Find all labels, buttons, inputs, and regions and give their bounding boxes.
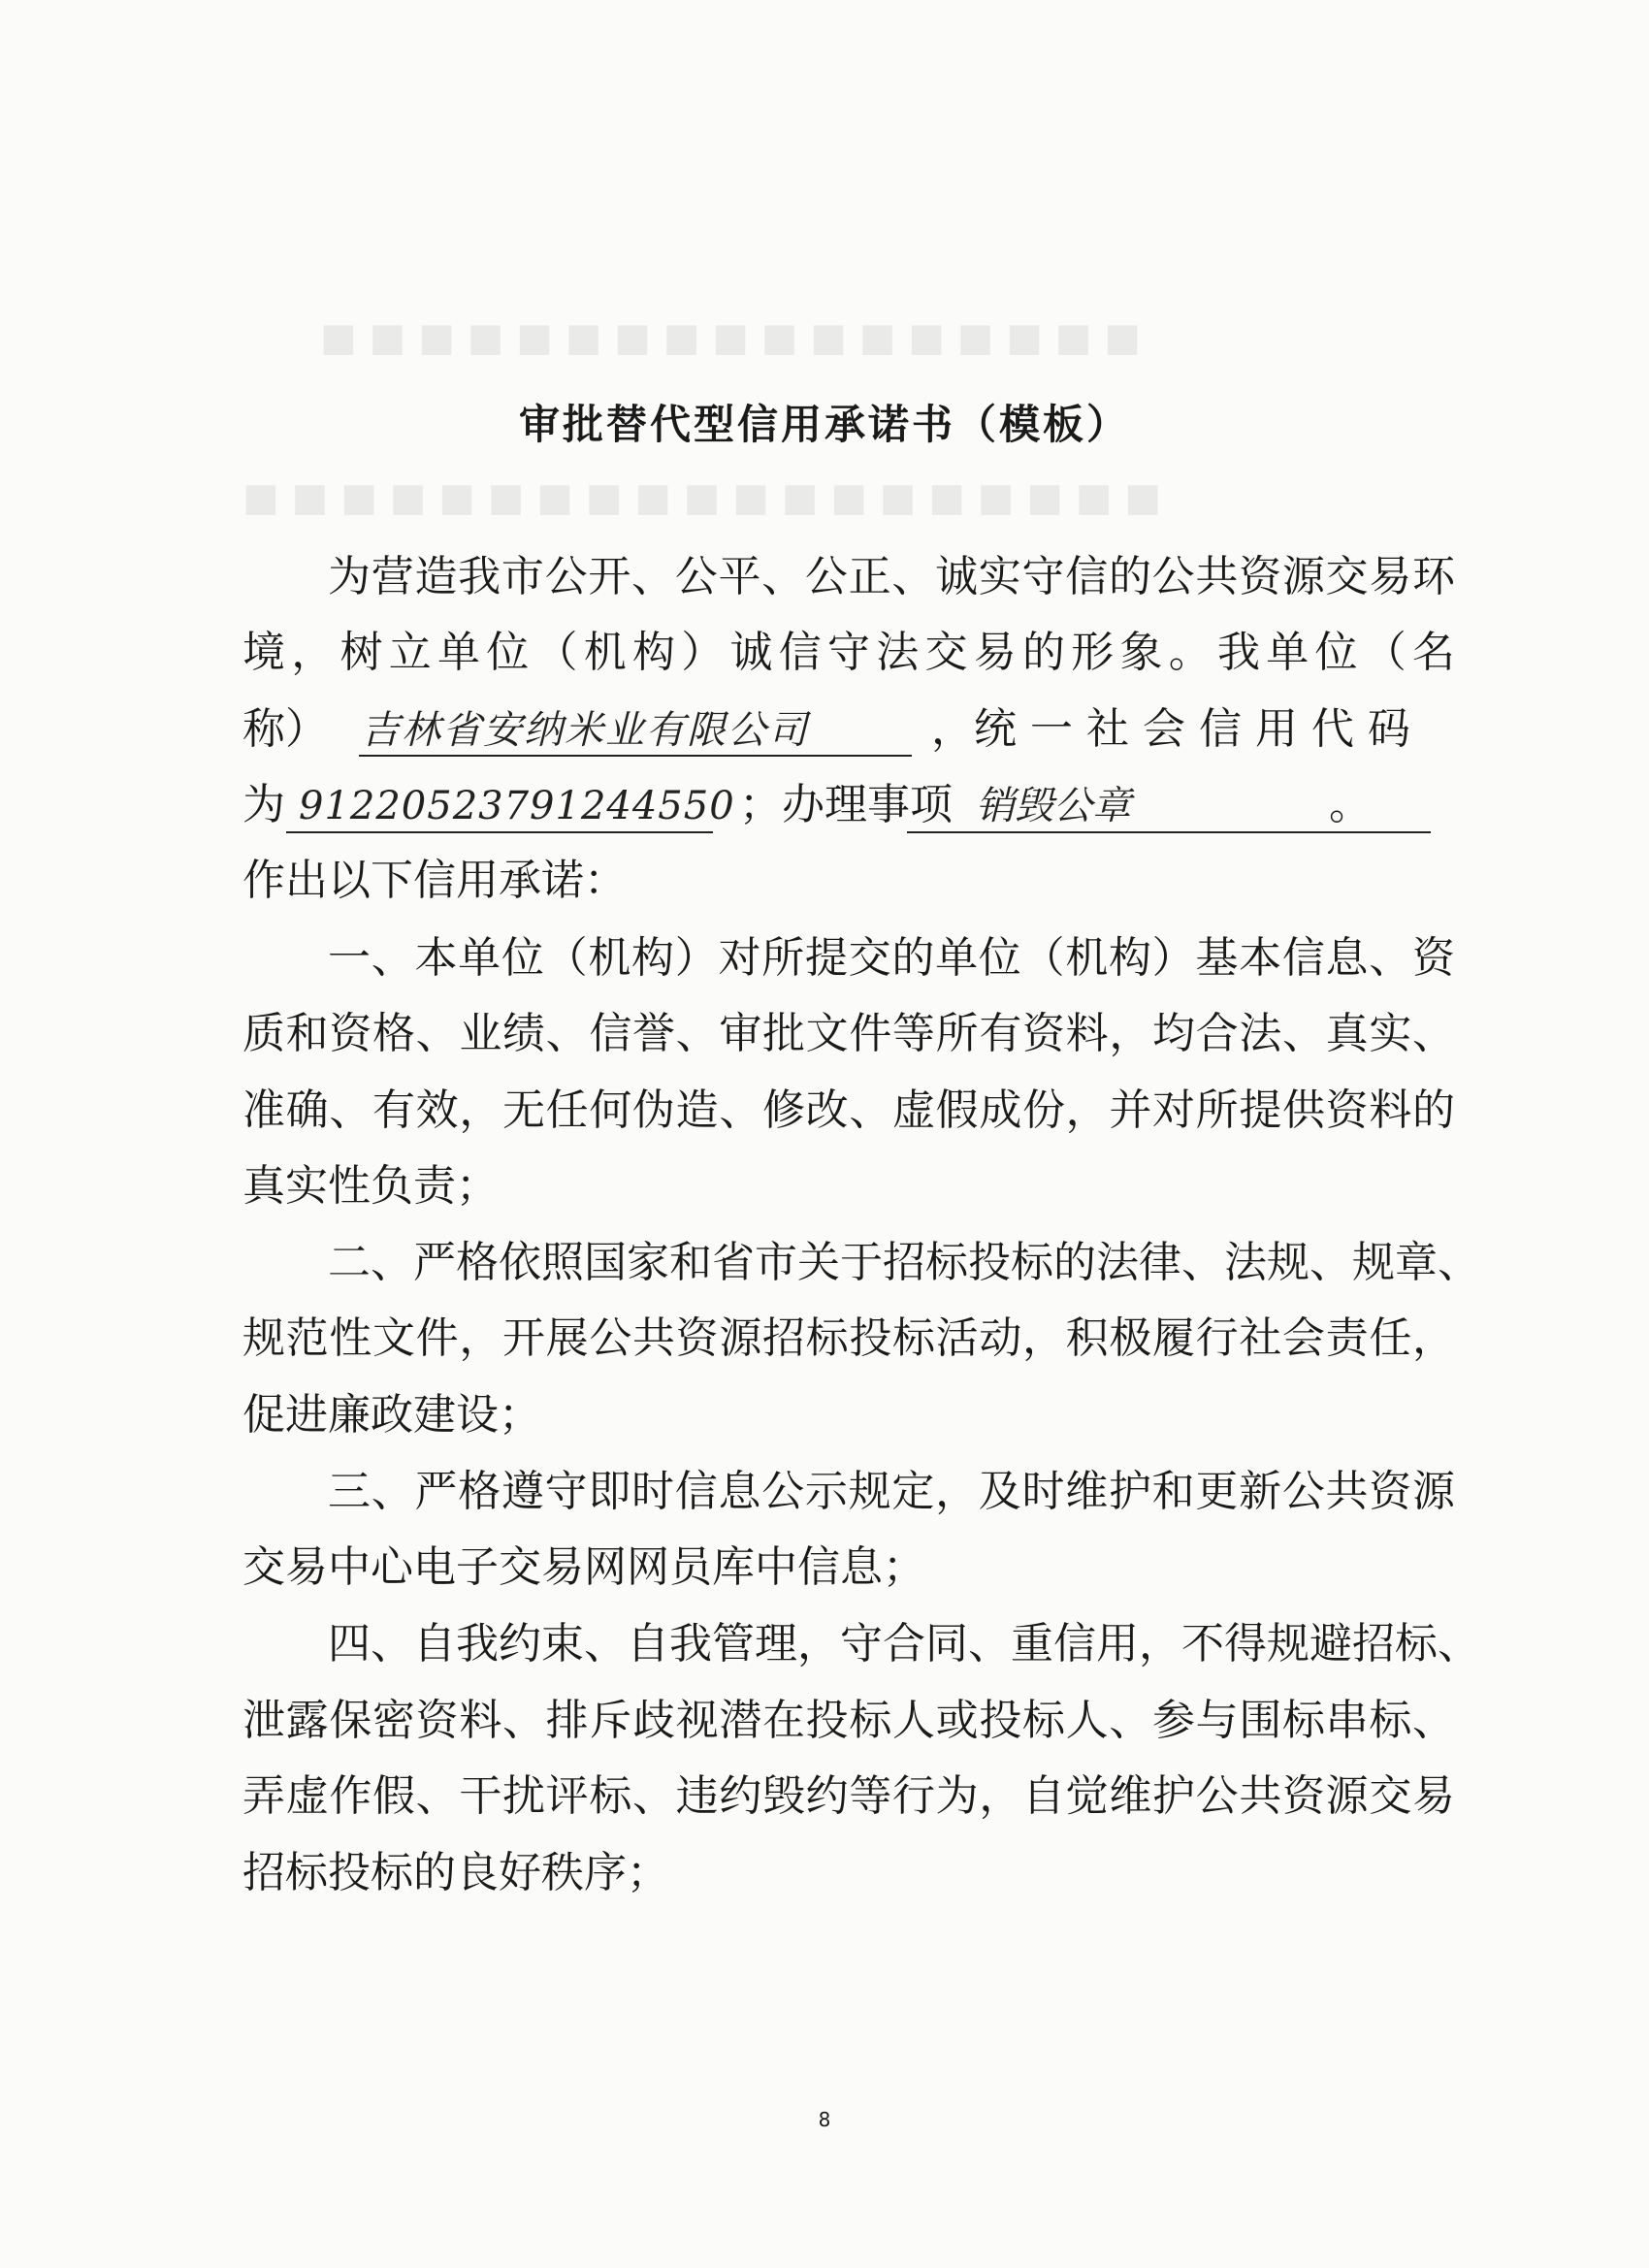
matter-handwritten: 销毁公章 [976,784,1131,828]
item-3-line-1: 三、严格遵守即时信息公示规定，及时维护和更新公共资源 [328,1467,1455,1516]
item-2-line-1: 二、严格依照国家和省市关于招标投标的法律、法规、规章、 [328,1238,1480,1287]
item-4-line-3: 弄虚作假、干扰评标、违约毁约等行为，自觉维护公共资源交易 [242,1771,1455,1821]
name-label: 称） [242,704,328,754]
item-2-line-2: 规范性文件，开展公共资源招标投标活动，积极履行社会责任， [242,1313,1455,1363]
matter-label: ；办理事项 [739,780,953,829]
item-4-line-2: 泄露保密资料、排斥歧视潜在投标人或投标人、参与围标串标、 [242,1696,1455,1745]
bleed-through-decoration: ■ ■ ■ ■ ■ ■ ■ ■ ■ ■ ■ ■ ■ ■ ■ ■ ■ [320,315,1141,360]
page-number: 8 [818,2108,831,2131]
item-1-line-4: 真实性负责； [242,1161,499,1211]
for-label: 为 [242,780,285,829]
intro-line-2: 境，树立单位（机构）诚信守法交易的形象。我单位（名 [242,628,1455,677]
credit-code-label: ，统 一 社 会 信 用 代 码 [931,704,1410,754]
credit-code-handwritten: 91220523791244550 [299,784,735,828]
intro-line-5: 作出以下信用承诺： [242,856,627,905]
item-4-line-1: 四、自我约束、自我管理，守合同、重信用，不得规避招标、 [328,1619,1480,1669]
matter-underline [907,831,1431,833]
item-1-line-3: 准确、有效，无任何伪造、修改、虚假成份，并对所提供资料的 [242,1085,1455,1135]
intro-line-1: 为营造我市公开、公平、公正、诚实守信的公共资源交易环 [328,552,1455,601]
item-4-line-4: 招标投标的良好秩序； [242,1848,669,1897]
company-name-handwritten: 吉林省安纳米业有限公司 [361,708,809,753]
item-1-line-1: 一、本单位（机构）对所提交的单位（机构）基本信息、资 [328,933,1455,983]
item-1-line-2: 质和资格、业绩、信誉、审批文件等所有资料，均合法、真实、 [242,1009,1455,1058]
line-end-mark: 。 [1329,780,1372,829]
document-title: 审批替代型信用承诺书（模板） [518,401,1130,448]
intro-line-4 [242,776,1455,835]
item-3-line-2: 交易中心电子交易网网员库中信息； [242,1542,925,1592]
credit-code-underline [286,831,713,833]
company-name-underline [359,755,912,757]
item-2-line-3: 促进廉政建设； [242,1390,541,1440]
bleed-through-decoration: ■ ■ ■ ■ ■ ■ ■ ■ ■ ■ ■ ■ ■ ■ ■ ■ ■ ■ ■ [242,475,1161,520]
intro-line-3 [242,700,1455,760]
